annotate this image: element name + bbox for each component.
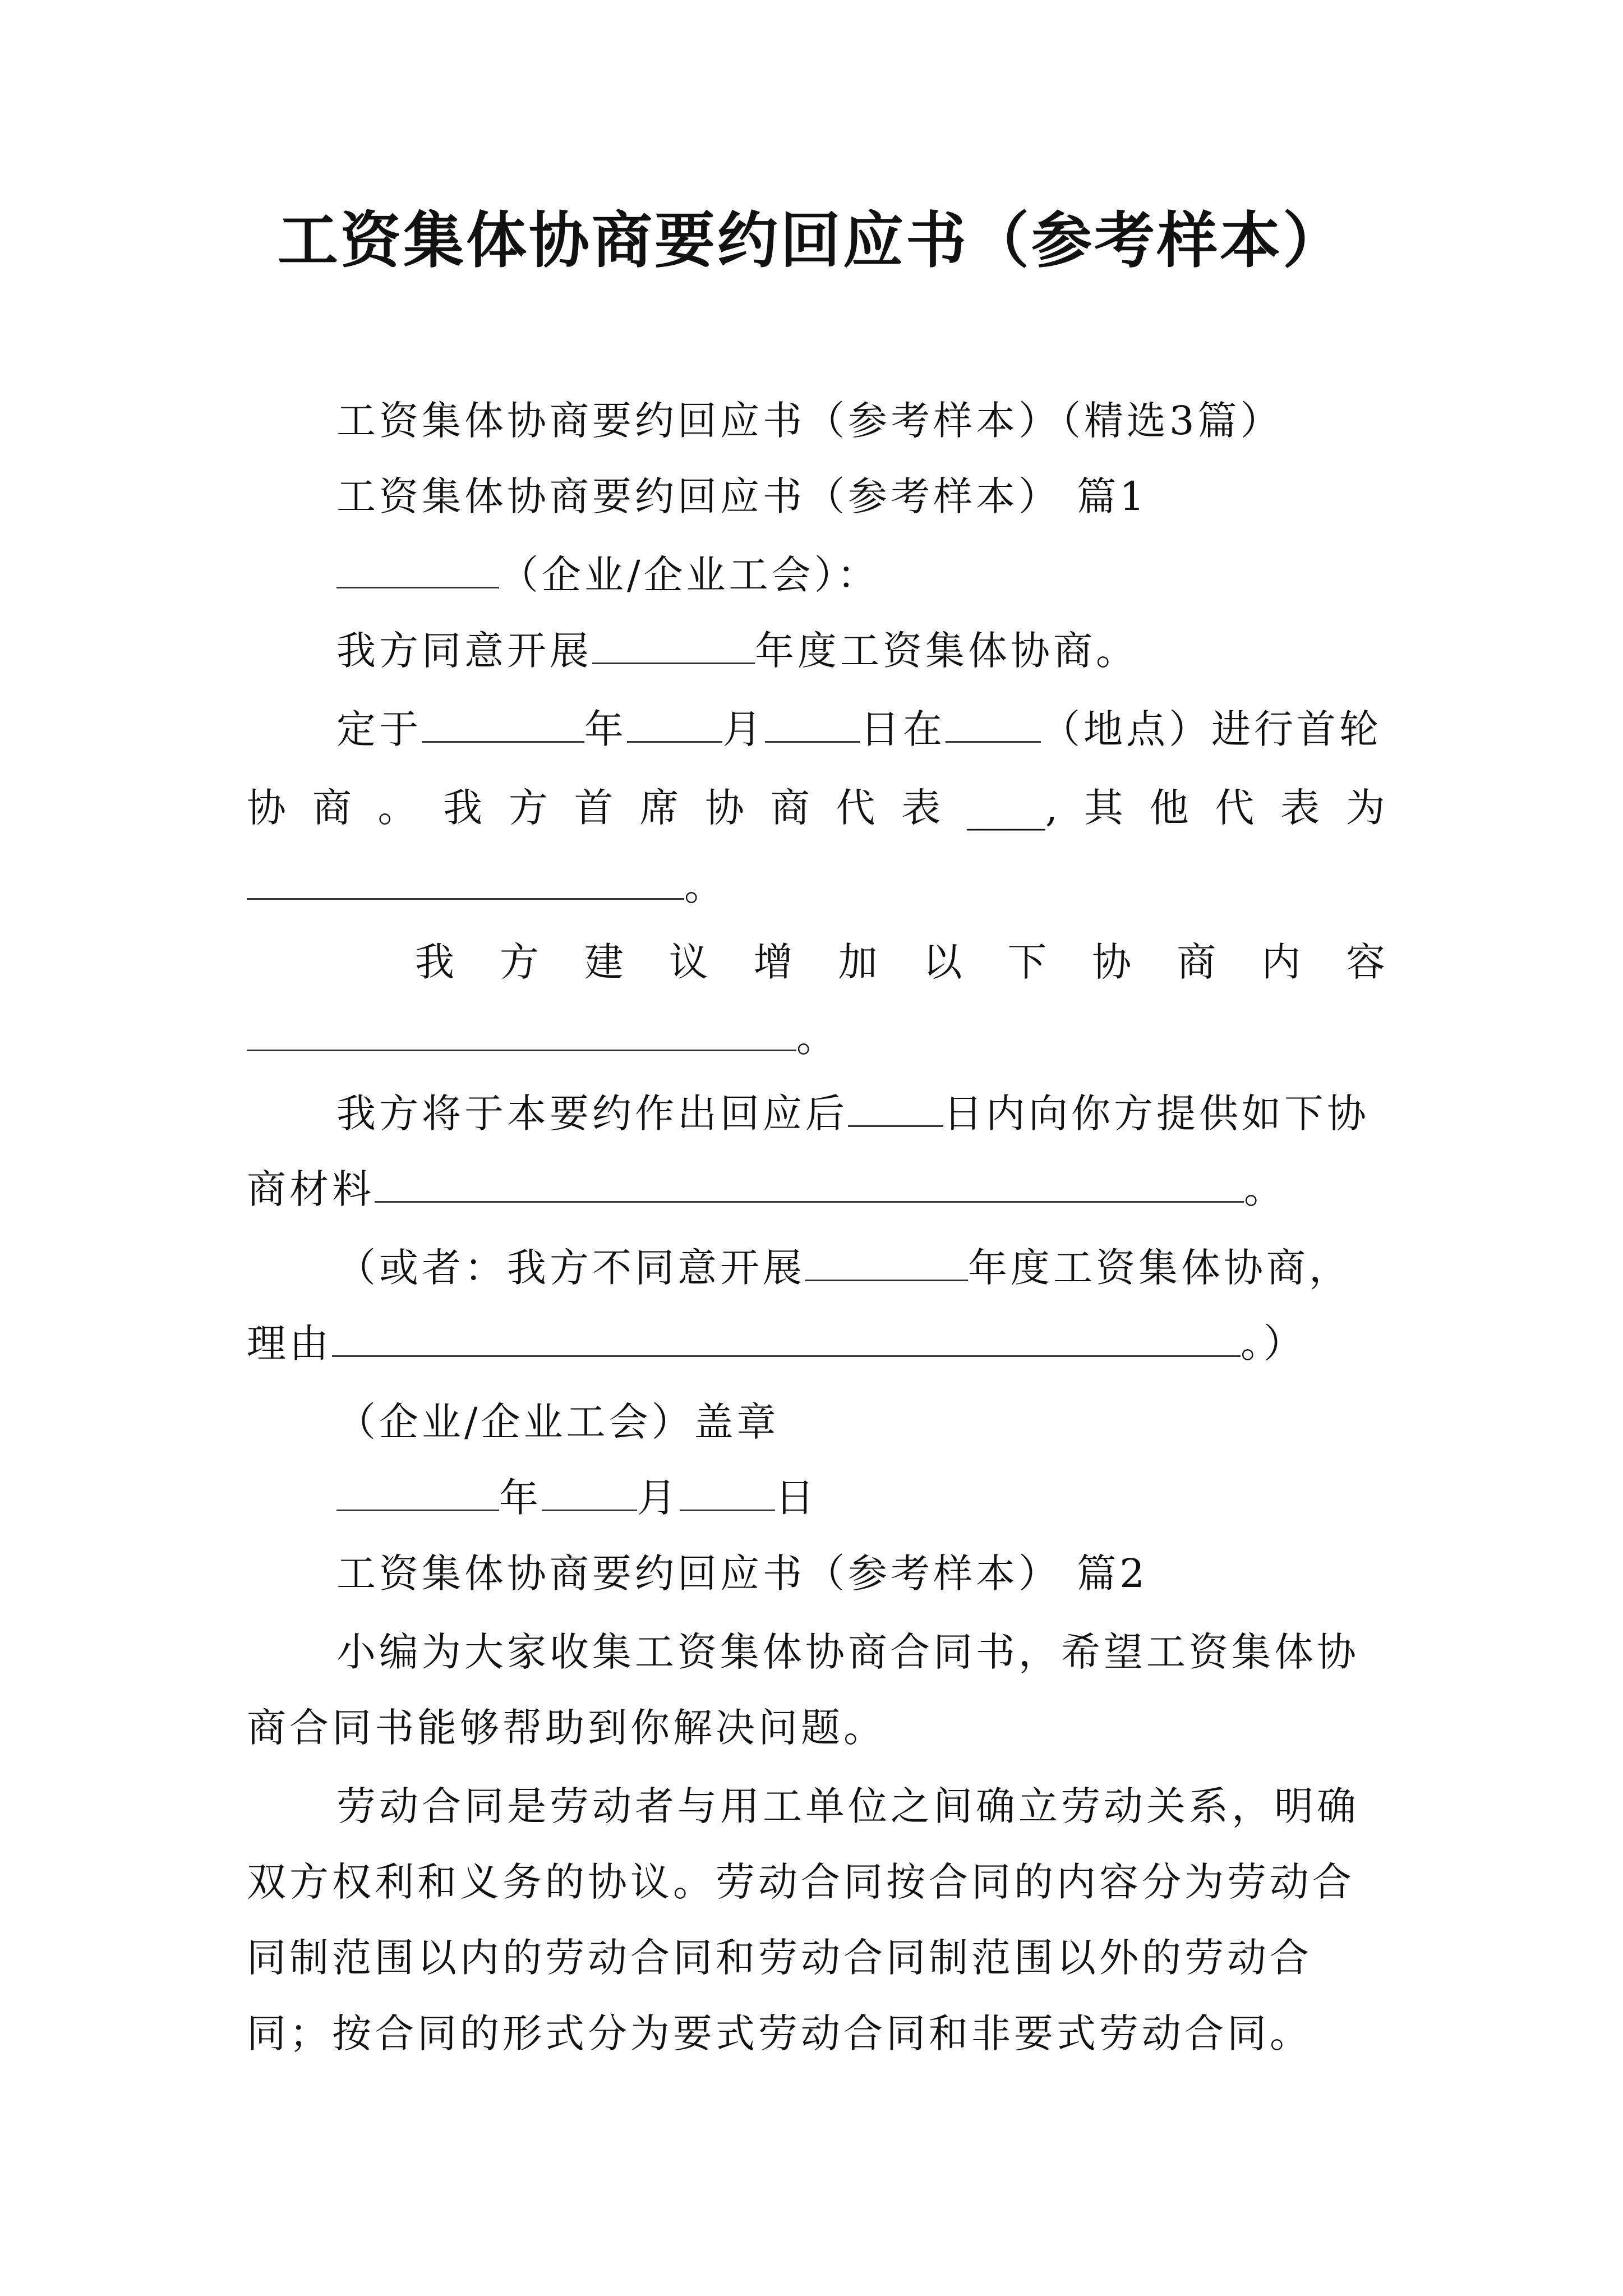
blank-field — [592, 623, 755, 664]
char: 商 — [1177, 939, 1216, 985]
blank-line-suggestions — [247, 1010, 1385, 1066]
document-title: 工资集体协商要约回应书（参考样本） — [277, 206, 1345, 276]
char: 代 — [1215, 785, 1255, 831]
paragraph-agree — [336, 623, 1385, 679]
text-span: 年 — [584, 706, 627, 752]
char: 商 — [312, 785, 352, 831]
char: 为 — [1345, 785, 1385, 831]
text-span: 日 — [775, 1475, 818, 1521]
text-span: 我方同意开展 — [336, 628, 592, 674]
paragraph-materials — [336, 1085, 1385, 1142]
addressee-line — [336, 547, 1385, 603]
blank-field — [848, 1086, 943, 1127]
paragraph-intro-cont: 商合同书能够帮助到你解决问题。 — [247, 1705, 886, 1751]
char: 首 — [574, 785, 614, 831]
blank-line-representatives — [247, 858, 1385, 914]
char: 内 — [1261, 939, 1301, 985]
paragraph-decline-cont — [247, 1315, 1385, 1372]
char: 席 — [639, 785, 679, 831]
char: 方 — [508, 785, 548, 831]
char: ____, — [966, 785, 1058, 831]
char: 。 — [377, 785, 417, 831]
char: 代 — [836, 785, 875, 831]
blank-field — [336, 1470, 499, 1511]
blank-field — [247, 1010, 796, 1051]
paragraph-schedule — [336, 701, 1385, 757]
char: 下 — [1007, 939, 1047, 985]
char: 表 — [1280, 785, 1320, 831]
justified-line-representatives — [247, 780, 1385, 836]
justified-line-suggestions — [415, 934, 1385, 990]
text-span: 我方将于本要约作出回应后 — [336, 1091, 848, 1137]
char: 建 — [584, 939, 624, 985]
blank-field — [336, 547, 499, 588]
text-span: 日内向你方提供如下协 — [943, 1091, 1370, 1137]
char: 议 — [668, 939, 708, 985]
char: 我 — [415, 939, 454, 985]
blank-field — [422, 702, 584, 743]
blank-field — [332, 1316, 1241, 1357]
blank-field — [765, 702, 860, 743]
text-span: 。 — [684, 863, 727, 909]
paragraph-contract-cont: 双方权利和义务的协议。劳动合同按合同的内容分为劳动合 — [247, 1859, 1355, 1905]
paragraph-intro: 小编为大家收集工资集体协商合同书，希望工资集体协 — [336, 1629, 1359, 1675]
paragraph-decline — [336, 1240, 1385, 1296]
text-span: （地点）进行首轮 — [1041, 706, 1382, 752]
text-span: 日在 — [860, 706, 946, 752]
seal-line: （企业/企业工会）盖章 — [336, 1399, 780, 1445]
paragraph-contract-cont: 同制范围以内的劳动合同和劳动合同制范围以外的劳动合 — [247, 1935, 1312, 1981]
blank-field — [627, 702, 722, 743]
section-heading-2: 工资集体协商要约回应书（参考样本） 篇2 — [336, 1550, 1148, 1596]
text-span: 理由 — [247, 1320, 332, 1366]
text-span: 月 — [637, 1475, 680, 1521]
text-span: 年 — [499, 1475, 542, 1521]
blank-field — [680, 1470, 775, 1511]
char: 方 — [499, 939, 539, 985]
section-heading-1: 工资集体协商要约回应书（参考样本） 篇1 — [336, 473, 1148, 519]
char: 其 — [1083, 785, 1123, 831]
char: 我 — [443, 785, 483, 831]
paragraph-contract-cont: 同；按合同的形式分为要式劳动合同和非要式劳动合同。 — [247, 2010, 1312, 2056]
date-line — [336, 1470, 1385, 1526]
char: 商 — [770, 785, 810, 831]
text-span: 。 — [796, 1015, 839, 1061]
char: 协 — [705, 785, 745, 831]
char: 他 — [1149, 785, 1189, 831]
text-span: 月 — [722, 706, 765, 752]
text-span: 年度工资集体协商， — [968, 1245, 1352, 1291]
paragraph-materials-cont — [247, 1161, 1385, 1217]
addressee-text: （企业/企业工会）： — [499, 552, 880, 598]
text-span: 。 — [1244, 1166, 1287, 1212]
char: 协 — [247, 785, 286, 831]
text-span: 。） — [1241, 1320, 1306, 1366]
text-span: 商材料 — [247, 1166, 375, 1212]
blank-field — [247, 859, 684, 900]
paragraph-contract: 劳动合同是劳动者与用工单位之间确立劳动关系，明确 — [336, 1783, 1359, 1829]
blank-field — [805, 1240, 968, 1281]
blank-field — [375, 1162, 1244, 1203]
text-span: （或者：我方不同意开展 — [336, 1245, 805, 1291]
text-span: 定于 — [336, 706, 422, 752]
subtitle-line: 工资集体协商要约回应书（参考样本）（精选3篇） — [336, 398, 1283, 444]
char: 增 — [753, 939, 793, 985]
char: 容 — [1345, 939, 1385, 985]
blank-field — [542, 1470, 637, 1511]
char: 表 — [901, 785, 941, 831]
text-span: 年度工资集体协商。 — [755, 628, 1138, 674]
char: 加 — [838, 939, 878, 985]
char: 以 — [923, 939, 962, 985]
blank-field — [946, 702, 1041, 743]
char: 协 — [1092, 939, 1132, 985]
